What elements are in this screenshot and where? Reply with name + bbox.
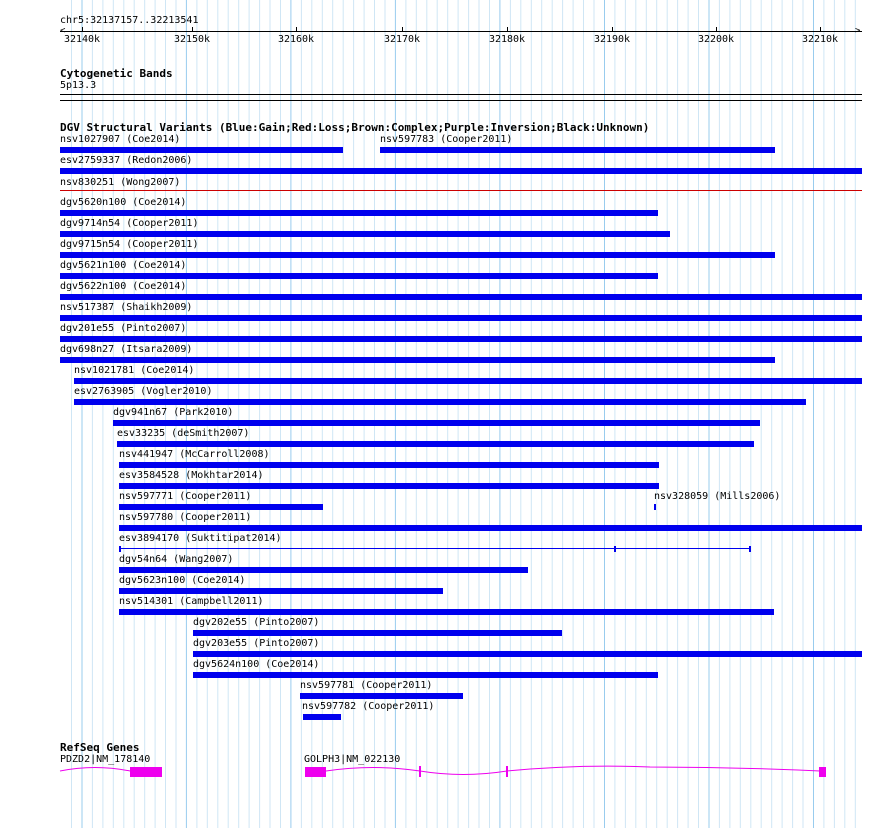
ruler-tick-label: 32180k: [488, 34, 526, 45]
gene-intron: [60, 768, 130, 772]
variant-label: dgv5622n100 (Coe2014): [60, 281, 187, 292]
variant-bar[interactable]: [60, 315, 862, 321]
variant-label: dgv698n27 (Itsara2009): [60, 344, 193, 355]
variant-label: dgv5623n100 (Coe2014): [119, 575, 246, 586]
variant-loss-line[interactable]: [60, 190, 862, 191]
refseq-gene-models[interactable]: [0, 760, 890, 784]
cytoband-track-title[interactable]: Cytogenetic Bands: [60, 67, 173, 80]
variant-label: dgv9715n54 (Cooper2011): [60, 239, 199, 250]
location-label: chr5:32137157..32213541: [60, 15, 199, 26]
variant-bar[interactable]: [60, 231, 670, 237]
variant-label: nsv517387 (Shaikh2009): [60, 302, 193, 313]
variant-bar[interactable]: [60, 210, 658, 216]
variant-label: nsv597771 (Cooper2011): [119, 491, 252, 502]
variant-bar[interactable]: [193, 651, 862, 657]
variant-bar[interactable]: [119, 525, 862, 531]
variant-label: nsv1027907 (Coe2014): [60, 134, 181, 145]
variant-bar[interactable]: [654, 504, 656, 510]
variant-bar[interactable]: [749, 546, 751, 552]
variant-label: nsv328059 (Mills2006): [654, 491, 781, 502]
variant-bar[interactable]: [119, 504, 323, 510]
ruler-tick-label: 32150k: [173, 34, 211, 45]
variant-label: nsv1021781 (Coe2014): [74, 365, 195, 376]
variant-bar[interactable]: [119, 462, 659, 468]
variant-label: nsv597780 (Cooper2011): [119, 512, 252, 523]
ruler-axis: [60, 31, 862, 32]
cytoband-bottom-line: [60, 100, 862, 101]
ruler-tick: [296, 27, 297, 32]
variant-label: esv3894170 (Suktitipat2014): [119, 533, 282, 544]
variant-label: nsv830251 (Wong2007): [60, 177, 181, 188]
ruler-right-arrow: >: [855, 26, 861, 36]
variant-label: dgv5624n100 (Coe2014): [193, 659, 320, 670]
variant-bar[interactable]: [300, 693, 463, 699]
ruler-tick-label: 32160k: [277, 34, 315, 45]
variant-label: dgv201e55 (Pinto2007): [60, 323, 187, 334]
ruler-tick-label: 32140k: [63, 34, 101, 45]
variant-label: dgv203e55 (Pinto2007): [193, 638, 320, 649]
variant-connector-line[interactable]: [119, 548, 751, 549]
variant-bar[interactable]: [614, 546, 616, 552]
variant-bar[interactable]: [74, 378, 862, 384]
variant-label: nsv597781 (Cooper2011): [300, 680, 433, 691]
variant-bar[interactable]: [119, 567, 528, 573]
ruler-left-arrow: <: [60, 26, 66, 36]
gene-exon[interactable]: [506, 766, 508, 777]
ruler-tick-label: 32170k: [383, 34, 421, 45]
ruler-tick: [402, 27, 403, 32]
gene-exon[interactable]: [819, 767, 826, 777]
variant-label: dgv941n67 (Park2010): [113, 407, 234, 418]
gene-exon[interactable]: [130, 767, 162, 777]
variant-label: dgv9714n54 (Cooper2011): [60, 218, 199, 229]
variant-bar[interactable]: [193, 672, 658, 678]
variant-bar[interactable]: [117, 441, 754, 447]
variant-label: dgv54n64 (Wang2007): [119, 554, 234, 565]
variant-label: esv2759337 (Redon2006): [60, 155, 193, 166]
cytoband-label: 5p13.3: [60, 80, 97, 91]
variant-bar[interactable]: [119, 588, 443, 594]
variant-label: nsv597783 (Cooper2011): [380, 134, 513, 145]
variant-label: nsv514301 (Campbell2011): [119, 596, 264, 607]
ruler-tick-label: 32190k: [593, 34, 631, 45]
variant-bar[interactable]: [119, 483, 659, 489]
variant-bar[interactable]: [60, 252, 775, 258]
variant-bar[interactable]: [303, 714, 341, 720]
variant-bar[interactable]: [193, 630, 562, 636]
variant-bar[interactable]: [60, 273, 658, 279]
variant-bar[interactable]: [60, 294, 862, 300]
variant-label: esv2763905 (Vogler2010): [74, 386, 213, 397]
variant-bar[interactable]: [113, 420, 760, 426]
variant-bar[interactable]: [74, 399, 806, 405]
gene-label: PDZD2|NM_178140: [60, 754, 151, 765]
gene-exon[interactable]: [305, 767, 326, 777]
variant-bar[interactable]: [60, 336, 862, 342]
ruler-tick-label: 32200k: [697, 34, 735, 45]
ruler-tick: [612, 27, 613, 32]
variant-bar[interactable]: [119, 546, 121, 552]
cytoband-top-line: [60, 94, 862, 95]
gene-label: GOLPH3|NM_022130: [304, 754, 401, 765]
variant-label: esv3584528 (Mokhtar2014): [119, 470, 264, 481]
variant-label: esv33235 (deSmith2007): [117, 428, 250, 439]
ruler-tick: [192, 27, 193, 32]
ruler-tick: [507, 27, 508, 32]
variant-label: dgv5621n100 (Coe2014): [60, 260, 187, 271]
variant-bar[interactable]: [380, 147, 775, 153]
ruler-tick: [820, 27, 821, 32]
ruler-tick-label: 32210k: [801, 34, 839, 45]
gene-exon[interactable]: [419, 766, 421, 777]
variant-label: nsv597782 (Cooper2011): [302, 701, 435, 712]
variant-bar[interactable]: [60, 147, 343, 153]
variant-label: dgv5620n100 (Coe2014): [60, 197, 187, 208]
ruler-tick: [716, 27, 717, 32]
refseq-track-title[interactable]: RefSeq Genes: [60, 741, 140, 754]
variant-bar[interactable]: [119, 609, 774, 615]
variant-label: dgv202e55 (Pinto2007): [193, 617, 320, 628]
variant-bar[interactable]: [60, 357, 775, 363]
variant-label: nsv441947 (McCarroll2008): [119, 449, 270, 460]
dgv-track-title[interactable]: DGV Structural Variants (Blue:Gain;Red:Loss;Brown:Complex;Purple:Inversion;Black:Unknown): [60, 121, 650, 134]
gene-intron: [326, 766, 820, 774]
variant-bar[interactable]: [60, 168, 862, 174]
ruler-tick: [82, 27, 83, 32]
